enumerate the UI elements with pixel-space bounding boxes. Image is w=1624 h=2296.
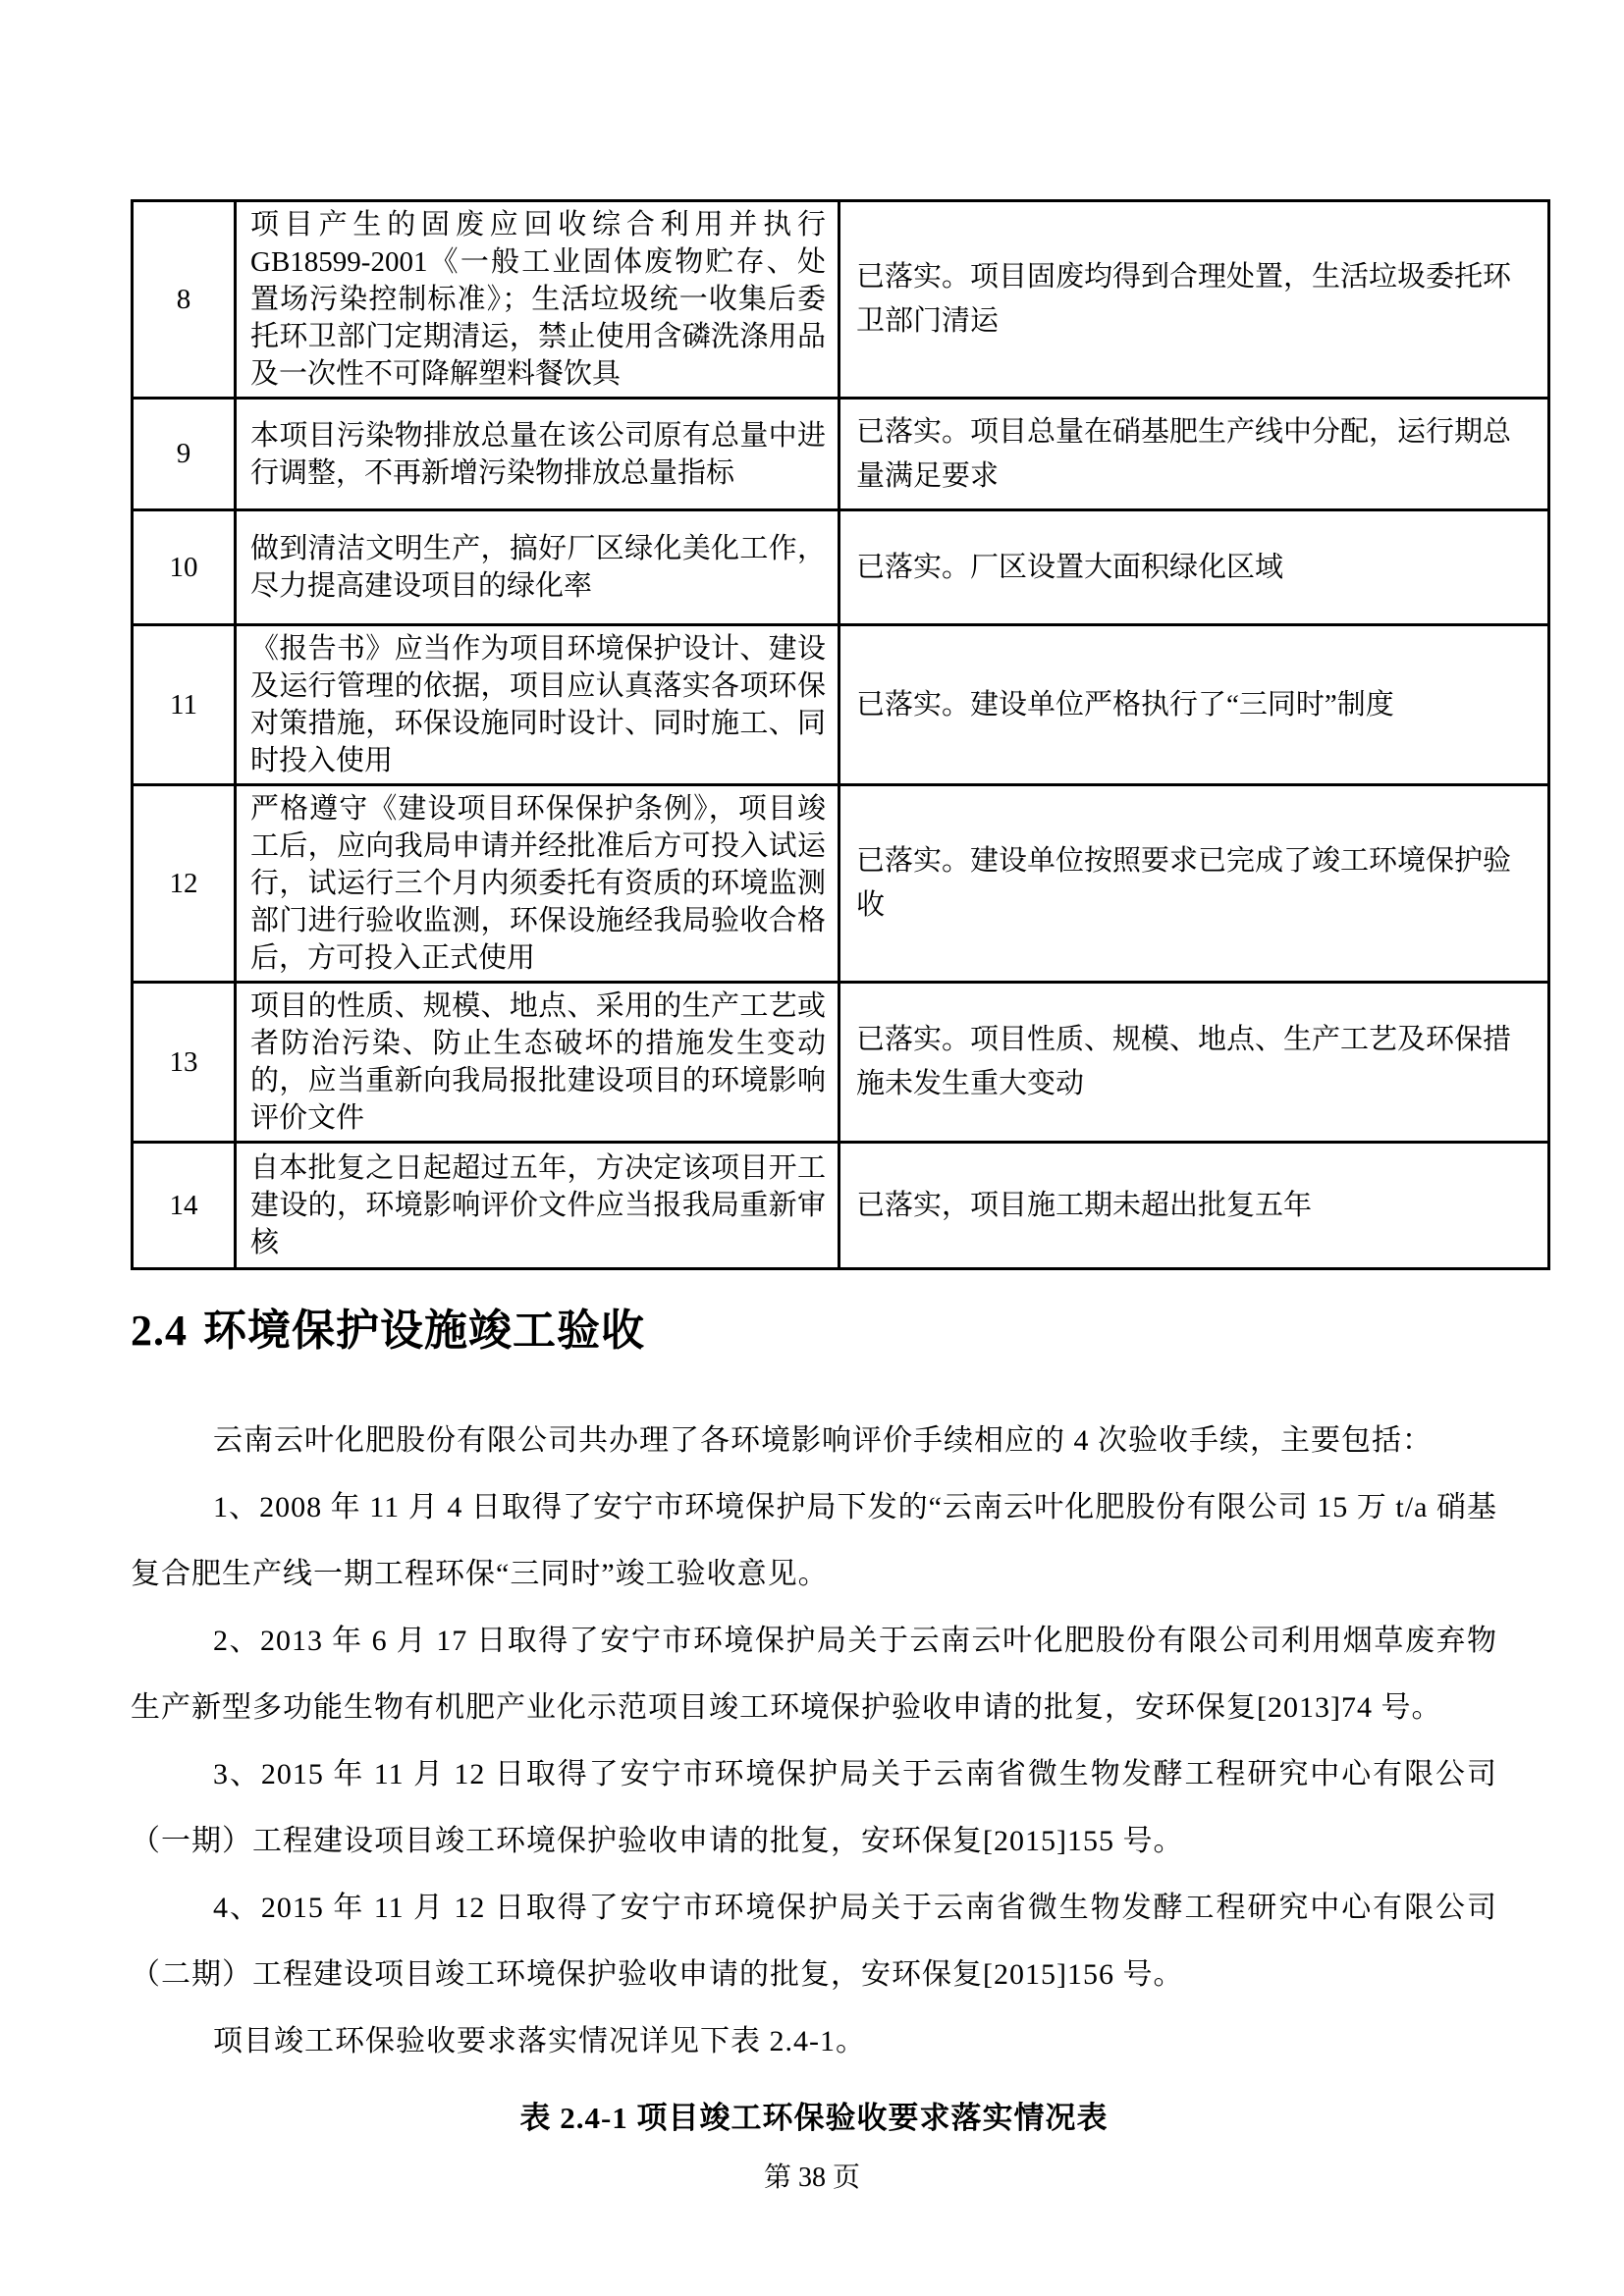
requirement-cell: 本项目污染物排放总量在该公司原有总量中进行调整，不再新增污染物排放总量指标 xyxy=(236,399,839,510)
paragraph-item-2: 2、2013 年 6 月 17 日取得了安宁市环境保护局关于云南云叶化肥股份有限公司利用烟草废弃物生产新型多功能生物有机肥产业化示范项目竣工环境保护验收申请的批复，安环保复[2013]74 号。 xyxy=(131,1625,1497,1724)
status-cell: 已落实。厂区设置大面积绿化区域 xyxy=(839,510,1549,625)
row-number: 12 xyxy=(133,785,236,983)
row-number: 11 xyxy=(133,625,236,785)
requirement-cell: 自本批复之日起超过五年，方决定该项目开工建设的，环境影响评价文件应当报我局重新审核 xyxy=(236,1143,839,1269)
requirement-cell: 项目产生的固废应回收综合利用并执行GB18599-2001《一般工业固体废物贮存、处置场污染控制标准》；生活垃圾统一收集后委托环卫部门定期清运，禁止使用含磷洗涤用品及一次性不可降解塑料餐饮具 xyxy=(236,201,839,399)
section-number: 2.4 xyxy=(131,1307,188,1355)
table-row xyxy=(133,785,1549,983)
row-number: 10 xyxy=(133,510,236,625)
table-row xyxy=(133,399,1549,510)
page-content xyxy=(131,199,1512,2137)
table-row xyxy=(133,625,1549,785)
status-cell: 已落实。建设单位严格执行了“三同时”制度 xyxy=(839,625,1549,785)
row-number: 8 xyxy=(133,201,236,399)
page-number: 第 38 页 xyxy=(763,2163,860,2193)
status-cell: 已落实。项目总量在硝基肥生产线中分配，运行期总量满足要求 xyxy=(839,399,1549,510)
paragraph-item-1: 1、2008 年 11 月 4 日取得了安宁市环境保护局下发的“云南云叶化肥股份有限公司 15 万 t/a 硝基复合肥生产线一期工程环保“三同时”竣工验收意见。 xyxy=(131,1491,1497,1590)
row-number: 13 xyxy=(133,983,236,1143)
row-number: 14 xyxy=(133,1143,236,1269)
acceptance-requirements-table xyxy=(131,199,1550,1270)
requirement-cell: 做到清洁文明生产，搞好厂区绿化美化工作，尽力提高建设项目的绿化率 xyxy=(236,510,839,625)
paragraph-item-4: 4、2015 年 11 月 12 日取得了安宁市环境保护局关于云南省微生物发酵工程研究中心有限公司（二期）工程建设项目竣工环境保护验收申请的批复，安环保复[2015]156 号。 xyxy=(131,1892,1497,1991)
table-row xyxy=(133,983,1549,1143)
paragraph-closing: 项目竣工环保验收要求落实情况详见下表 2.4-1。 xyxy=(213,2025,866,2057)
requirement-cell: 严格遵守《建设项目环保保护条例》，项目竣工后，应向我局申请并经批准后方可投入试运行，试运行三个月内须委托有资质的环境监测部门进行验收监测，环保设施经我局验收合格后，方可投入正式使用 xyxy=(236,785,839,983)
status-cell: 已落实。建设单位按照要求已完成了竣工环境保护验收 xyxy=(839,785,1549,983)
table-row xyxy=(133,201,1549,399)
section-title: 环境保护设施竣工验收 xyxy=(203,1307,645,1355)
table-row xyxy=(133,1143,1549,1269)
table-caption: 表 2.4-1 项目竣工环保验收要求落实情况表 xyxy=(519,2101,1109,2135)
paragraph-item-3: 3、2015 年 11 月 12 日取得了安宁市环境保护局关于云南省微生物发酵工程研究中心有限公司（一期）工程建设项目竣工环境保护验收申请的批复，安环保复[2015]155 号。 xyxy=(131,1758,1497,1857)
status-cell: 已落实。项目固废均得到合理处置，生活垃圾委托环卫部门清运 xyxy=(839,201,1549,399)
status-cell: 已落实。项目性质、规模、地点、生产工艺及环保措施未发生重大变动 xyxy=(839,983,1549,1143)
section-heading xyxy=(131,1306,1497,1357)
requirement-cell: 《报告书》应当作为项目环境保护设计、建设及运行管理的依据，项目应认真落实各项环保对策措施，环保设施同时设计、同时施工、同时投入使用 xyxy=(236,625,839,785)
table-row xyxy=(133,510,1549,625)
requirement-cell: 项目的性质、规模、地点、采用的生产工艺或者防治污染、防止生态破坏的措施发生变动的，应当重新向我局报批建设项目的环境影响评价文件 xyxy=(236,983,839,1143)
paragraph-intro: 云南云叶化肥股份有限公司共办理了各环境影响评价手续相应的 4 次验收手续，主要包括： xyxy=(213,1424,1433,1457)
row-number: 9 xyxy=(133,399,236,510)
status-cell: 已落实，项目施工期未超出批复五年 xyxy=(839,1143,1549,1269)
